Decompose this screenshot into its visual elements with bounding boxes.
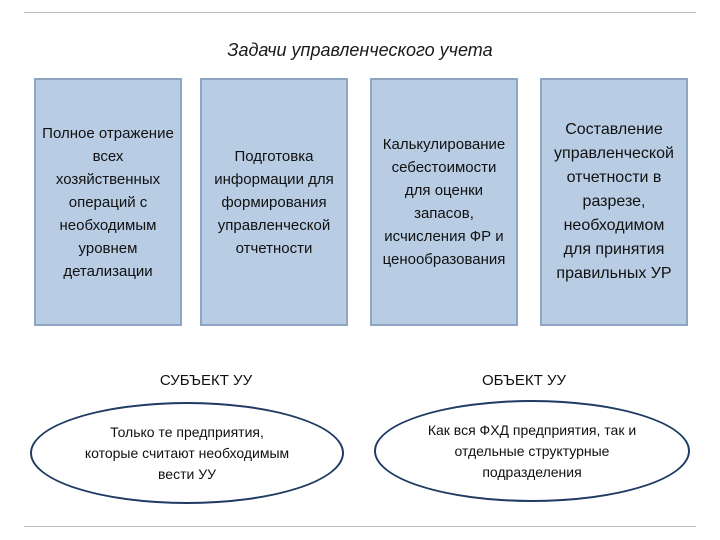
- subject-text: Только те предприятия, которые считают необходимым вести УУ: [84, 423, 290, 482]
- top-divider: [24, 12, 696, 13]
- object-text: Как вся ФХД предприятия, так и отдельные структурные подразделения: [427, 421, 637, 480]
- task-box-cost-calculation: Калькулирование себестоимости для оценки запасов, исчисления ФР и ценообразования: [370, 78, 518, 326]
- subject-label: СУБЪЕКТ УУ: [159, 372, 253, 389]
- object-label: ОБЪЕКТ УУ: [481, 372, 567, 389]
- task-box-management-reporting: Составление управленческой отчетности в разрезе, необходимом для принятия правильных УР: [540, 78, 688, 326]
- diagram-title: Задачи управленческого учета: [227, 40, 493, 60]
- object-ellipse: [374, 400, 690, 502]
- task-box-full-recording: Полное отражение всех хозяйственных операций с необходимым уровнем детализации: [34, 78, 182, 326]
- bottom-divider: [24, 526, 696, 527]
- task-box-information-preparation: Подготовка информации для формирования управленческой отчетности: [200, 78, 348, 326]
- subject-ellipse: [30, 402, 344, 504]
